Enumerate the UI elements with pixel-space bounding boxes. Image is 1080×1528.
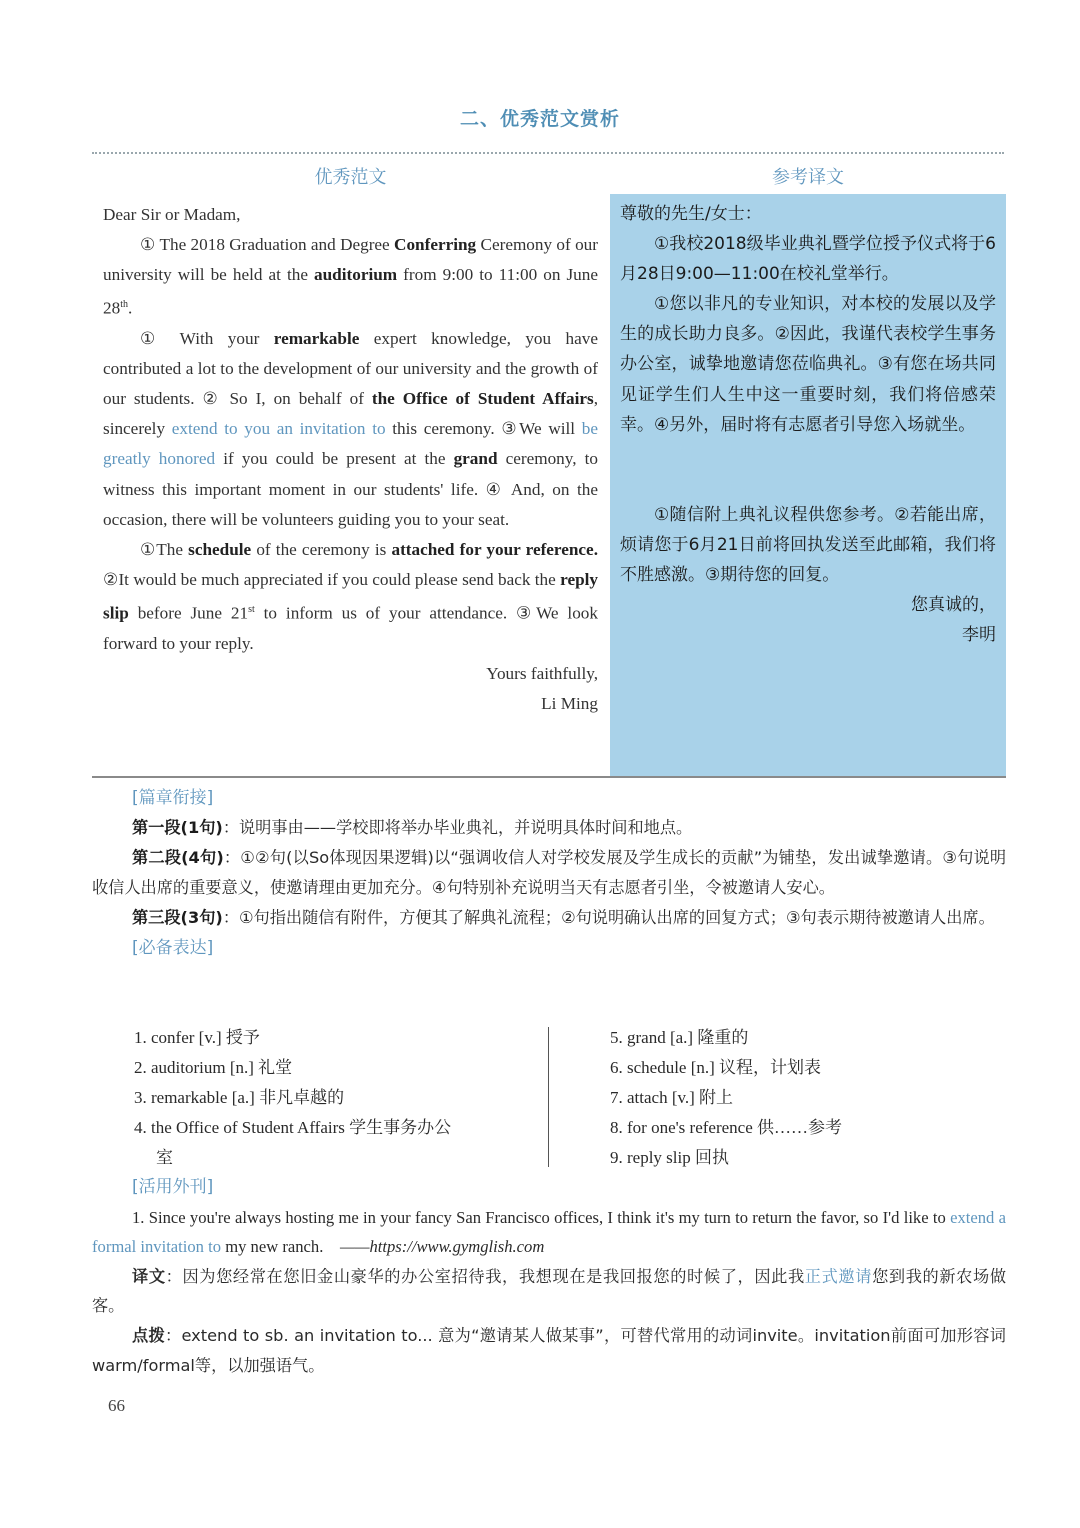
highlight-phrase: extend a formal invitation to <box>92 1207 1006 1257</box>
translation-paragraph-3: ①随信附上典礼议程供您参考。②若能出席，烦请您于6月21日前将回执发送至此邮箱，我们将不胜感激。③期待您的回复。 <box>620 504 996 585</box>
letter-closing: Yours faithfully, <box>486 663 598 683</box>
letter-salutation: Dear Sir or Madam, <box>103 205 241 224</box>
vocabulary-right-column <box>610 1023 990 1173</box>
letter-paragraph-1: ① The 2018 Graduation and Degree Conferring Ceremony of our university will be held at the auditorium from 9:00 to 11:00 on June 28th. <box>103 235 599 319</box>
letter-paragraph-2: ① With your remarkable expert knowledge, you have contributed a lot to the development of our university and the growth of our students. ② So I, on behalf of the Office of Student Affairs, sincerely extend to you an invitation to this ceremony. ③We will be greatly honored if you could be present at the grand ceremony, to witness this important moment in our students' life. ④ And, on the occasion, there will be volunteers guiding you to your seat. <box>103 329 599 529</box>
translation-paragraph-2: ①您以非凡的专业知识，对本校的发展以及学生的成长助力良多。②因此，我谨代表校学生事务办公室，诚挚地邀请您莅临典礼。③有您在场共同见证学生们人生中这一重要时刻，我们将倍感荣幸。④另外，届时将有志愿者引导您入场就坐。 <box>620 294 996 435</box>
structure-analysis <box>92 783 1006 964</box>
chinese-translation-box <box>610 194 1006 776</box>
dotted-divider <box>92 152 1004 154</box>
vocab-item-continued: 室 <box>156 1148 173 1168</box>
vocab-item: 9. reply slip 回执 <box>610 1148 729 1168</box>
translation-header: 参考译文 <box>772 167 844 188</box>
translation-signature: 李明 <box>962 625 996 646</box>
extension-section <box>92 1172 1006 1380</box>
sample-essay-header: 优秀范文 <box>314 167 387 188</box>
vocab-item: 6. schedule [n.] 议程，计划表 <box>610 1058 822 1078</box>
extension-sentence: 1. Since you're always hosting me in your fancy San Francisco offices, I think it's my turn to return the favor, so I'd like to extend a formal invitation to my new ranch. ——https://www.gymglish.com <box>92 1207 1006 1257</box>
page-title: 二、优秀范文赏析 <box>459 108 620 130</box>
structure-label: [篇章衔接] <box>132 788 214 808</box>
translation-spacer <box>620 440 996 500</box>
page-number: 66 <box>108 1396 125 1415</box>
structure-para-2: 第二段(4句)：①②句(以So体现因果逻辑)以“强调收信人对学校发展及学生成长的贡献”为铺垫，发出诚挚邀请。③句说明收信人出席的重要意义，使邀请理由更加充分。④句特别补充说明当天有志愿者引坐，令被邀请人安心。 <box>92 848 1007 898</box>
vocab-item: 3. remarkable [a.] 非凡卓越的 <box>134 1088 345 1108</box>
vocab-item: 4. the Office of Student Affairs 学生事务办公 <box>134 1118 452 1138</box>
english-letter <box>103 200 598 719</box>
section-divider <box>92 776 1006 778</box>
vocabulary-left-column <box>134 1023 534 1173</box>
vocab-item: 8. for one's reference 供……参考 <box>610 1118 843 1138</box>
highlight-phrase: be greatly honored <box>103 419 598 469</box>
extension-tip: 点拨：extend to sb. an invitation to... 意为“邀请某人做某事”，可替代常用的动词invite。invitation前面可加形容词warm/formal等，以加强语气。 <box>92 1325 1006 1375</box>
vocabulary-divider <box>548 1027 549 1167</box>
vocabulary-label: [必备表达] <box>132 938 214 959</box>
translation-paragraph-1: ①我校2018级毕业典礼暨学位授予仪式将于6月28日9:00—11:00在校礼堂举行。 <box>620 234 996 285</box>
source-citation: ——https://www.gymglish.com <box>339 1237 545 1257</box>
vocabulary-list <box>92 1023 1006 1173</box>
vocab-item: 2. auditorium [n.] 礼堂 <box>134 1058 293 1078</box>
translation-salutation: 尊敬的先生/女士： <box>620 204 762 224</box>
vocab-item: 7. attach [v.] 附上 <box>610 1088 734 1108</box>
highlight-phrase: extend to you an invitation to <box>171 419 386 439</box>
letter-signature: Li Ming <box>541 693 598 713</box>
vocab-item: 5. grand [a.] 隆重的 <box>610 1028 749 1047</box>
highlight-phrase: 正式邀请 <box>804 1266 873 1286</box>
extension-label: [活用外刊] <box>132 1177 214 1197</box>
structure-para-3: 第三段(3句)：①句指出随信有附件，方便其了解典礼流程；②句说明确认出席的回复方式；③句表示期待被邀请人出席。 <box>132 908 995 928</box>
extension-translation: 译文：因为您经常在您旧金山豪华的办公室招待我，我想现在是我回报您的时候了，因此我正式邀请您到我的新农场做客。 <box>92 1266 1007 1316</box>
structure-para-1: 第一段(1句)：说明事由——学校即将举办毕业典礼，并说明具体时间和地点。 <box>132 818 693 838</box>
letter-paragraph-3: ①The schedule of the ceremony is attached for your reference. ②It would be much appreciated if you could please send back the reply slip before June 21st to inform us of your attendance. ③We look forward to your reply. <box>103 539 598 653</box>
vocab-item: 1. confer [v.] 授予 <box>134 1028 260 1047</box>
translation-closing: 您真诚的， <box>911 595 996 616</box>
